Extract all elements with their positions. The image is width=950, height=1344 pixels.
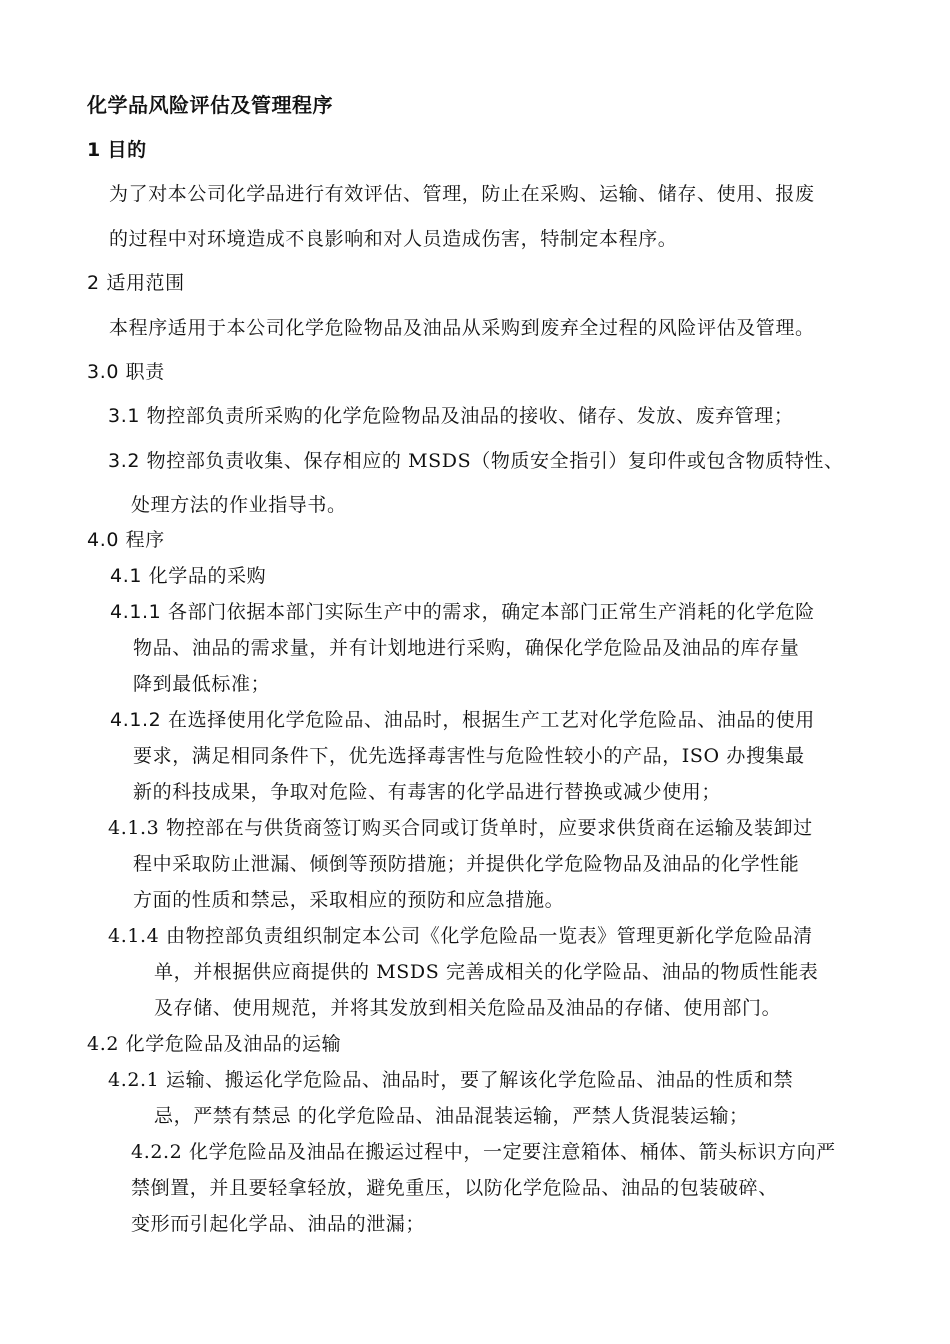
item-4-1-2: [110, 708, 815, 732]
section-number: 1: [87, 139, 101, 161]
item-4-2-2: 4.2.2 化学危险品及油品在搬运过程中，一定要注意箱体、桶体、箭头标识方向严: [131, 1141, 836, 1163]
document-title: 化学品风险评估及管理程序: [87, 93, 333, 117]
section-title: 职责: [125, 361, 165, 383]
section-3-heading: [87, 360, 165, 384]
item-4-1-4: 4.1.4 由物控部负责组织制定本公司《化学危险品一览表》管理更新化学危险品清: [108, 925, 813, 947]
section-title: 适用范围: [106, 272, 185, 294]
section-number: 4.0: [87, 529, 120, 551]
item-line: 禁倒置，并且要轻拿轻放，避免重压，以防化学危险品、油品的包装破碎、: [131, 1177, 778, 1199]
item-line: 方面的性质和禁忌，采取相应的预防和应急措施。: [133, 889, 565, 911]
paragraph-line: 本程序适用于本公司化学危险物品及油品从采购到废弃全过程的风险评估及管理。: [109, 317, 815, 339]
item-number: 4.1.2: [110, 709, 162, 731]
section-1-heading: [87, 138, 147, 162]
subsection-title: 化学品的采购: [148, 565, 267, 587]
item-line: 忌，严禁有禁忌 的化学危险品、油品混装运输，严禁人货混装运输；: [154, 1105, 749, 1127]
section-title: 程序: [125, 529, 165, 551]
subsection-4-1: [110, 564, 266, 588]
paragraph-line: 为了对本公司化学品进行有效评估、管理，防止在采购、运输、储存、使用、报废: [109, 183, 815, 205]
item-3-1: [108, 404, 793, 428]
item-line: 物品、油品的需求量，并有计划地进行采购，确保化学危险品及油品的库存量: [133, 637, 800, 659]
section-title: 目的: [107, 139, 147, 161]
item-text: 各部门依据本部门实际生产中的需求，确定本部门正常生产消耗的化学危险: [168, 601, 815, 623]
section-4-heading: [87, 528, 165, 552]
item-line: 及存储、使用规范，并将其发放到相关危险品及油品的存储、使用部门。: [154, 997, 782, 1019]
item-line: 降到最低标准；: [133, 673, 271, 695]
item-text: 物控部负责收集、保存相应的 MSDS（物质安全指引）复印件或包含物质特性、: [146, 450, 844, 472]
item-number: 4.1.1: [110, 601, 162, 623]
item-line: 程中采取防止泄漏、倾倒等预防措施；并提供化学危险物品及油品的化学性能: [133, 853, 800, 875]
item-line: 单，并根据供应商提供的 MSDS 完善成相关的化学险品、油品的物质性能表: [154, 961, 819, 983]
item-3-2: [108, 449, 844, 473]
item-4-2-1: 4.2.1 运输、搬运化学危险品、油品时，要了解该化学危险品、油品的性质和禁: [108, 1069, 794, 1091]
item-line: 新的科技成果，争取对危险、有毒害的化学品进行替换或减少使用；: [133, 781, 722, 803]
section-number: 2: [87, 272, 100, 294]
item-4-1-1: [110, 600, 815, 624]
subsection-4-2: 4.2 化学危险品及油品的运输: [87, 1033, 342, 1055]
paragraph-line: 的过程中对环境造成不良影响和对人员造成伤害，特制定本程序。: [109, 228, 678, 250]
item-4-1-3: 4.1.3 物控部在与供货商签订购买合同或订货单时，应要求供货商在运输及装卸过: [108, 817, 813, 839]
section-2-heading: [87, 271, 185, 295]
item-line: 变形而引起化学品、油品的泄漏；: [131, 1213, 426, 1235]
subsection-number: 4.1: [110, 565, 143, 587]
item-line: 处理方法的作业指导书。: [131, 494, 347, 516]
item-line: 要求，满足相同条件下，优先选择毒害性与危险性较小的产品，ISO 办搜集最: [133, 745, 805, 767]
item-text: 在选择使用化学危险品、油品时，根据生产工艺对化学危险品、油品的使用: [168, 709, 815, 731]
item-text: 物控部负责所采购的化学危险物品及油品的接收、储存、发放、废弃管理；: [146, 405, 794, 427]
section-number: 3.0: [87, 361, 120, 383]
item-number: 3.2: [108, 450, 141, 472]
item-number: 3.1: [108, 405, 141, 427]
